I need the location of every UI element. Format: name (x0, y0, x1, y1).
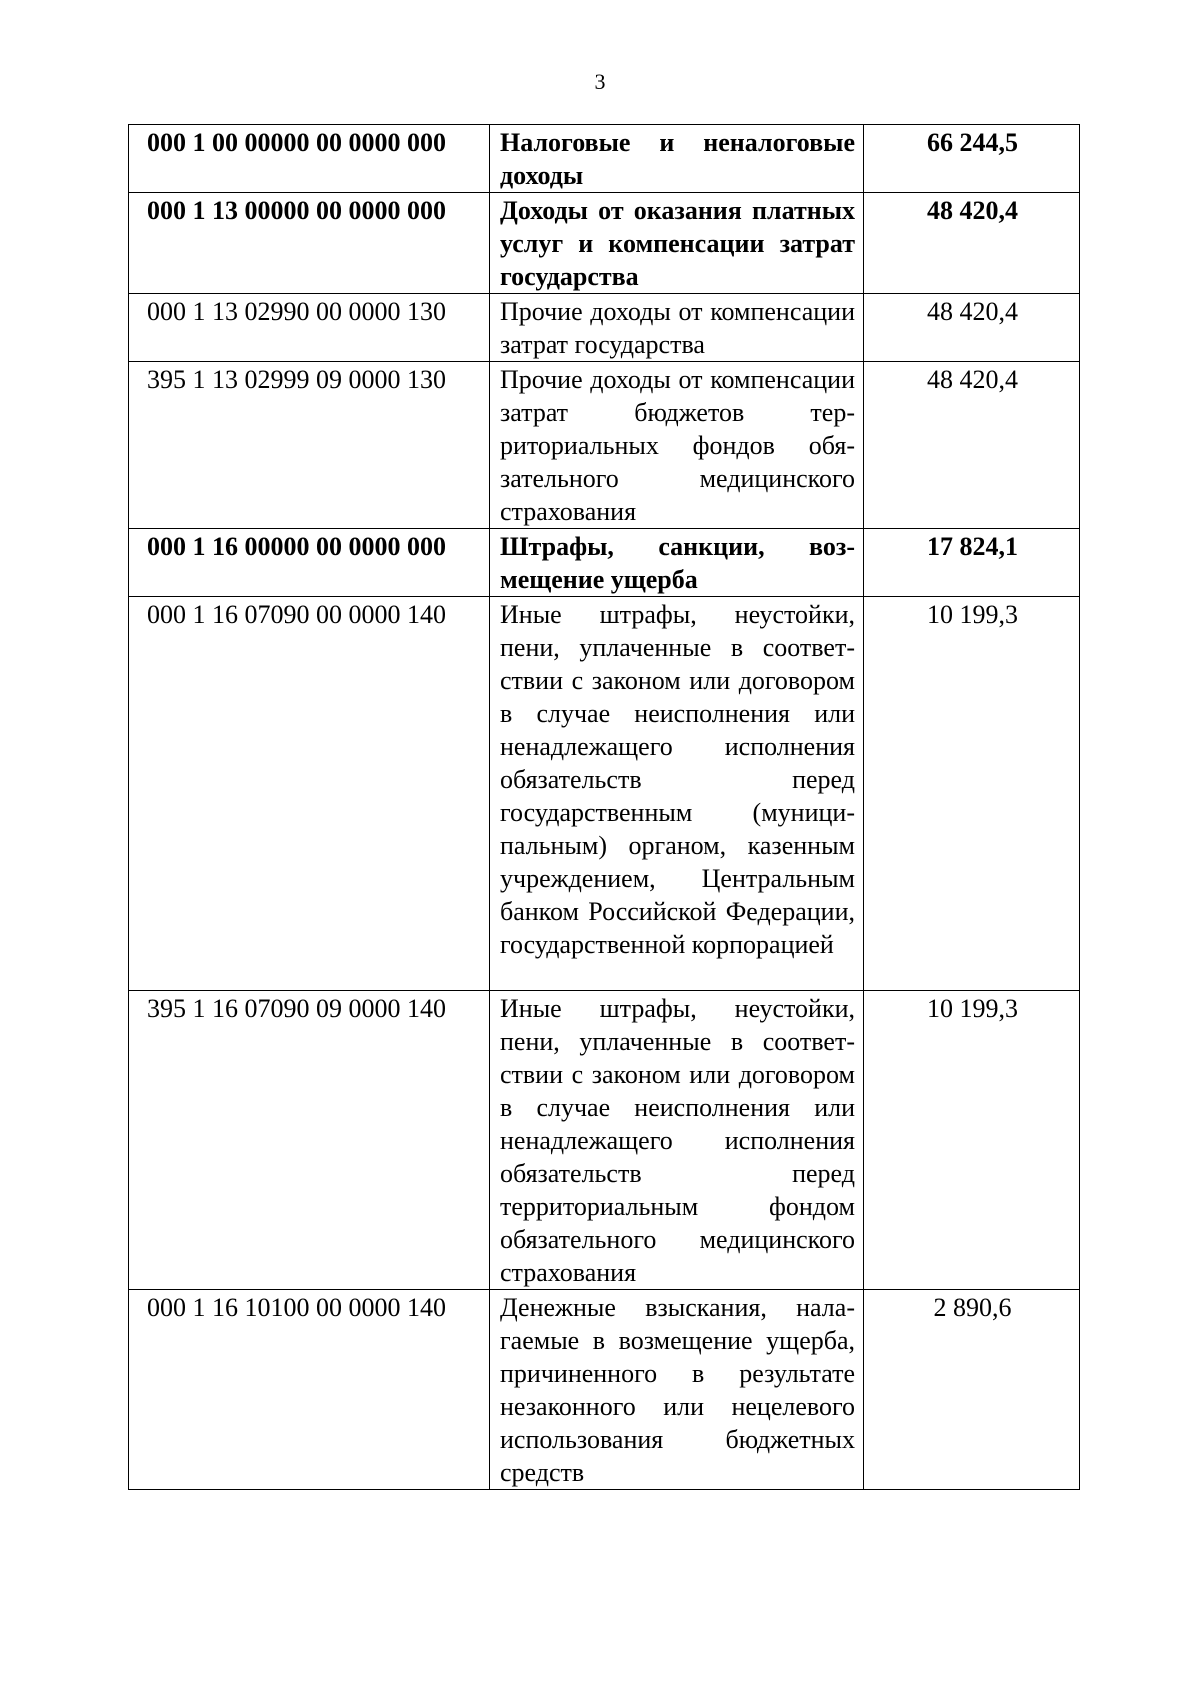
revenue-table-container (128, 124, 1080, 1490)
revenue-name: Прочие доходы от компенсации затрат государства (490, 294, 864, 362)
revenue-amount: 10 199,3 (864, 597, 1080, 991)
table-row (129, 991, 1080, 1290)
revenue-amount: 48 420,4 (864, 294, 1080, 362)
budget-classification-code: 395 1 13 02999 09 0000 130 (129, 362, 490, 529)
table-row (129, 294, 1080, 362)
budget-classification-code: 000 1 00 00000 00 0000 000 (129, 125, 490, 193)
revenue-amount: 48 420,4 (864, 362, 1080, 529)
revenue-name: Налоговые и неналоговые доходы (490, 125, 864, 193)
budget-classification-code: 000 1 16 10100 00 0000 140 (129, 1290, 490, 1490)
table-row (129, 125, 1080, 193)
table-row (129, 529, 1080, 597)
budget-classification-code: 000 1 16 00000 00 0000 000 (129, 529, 490, 597)
revenue-name: Иные штрафы, неустойки, пени, уплаченные в соответствии с законом или договором в случае неисполнения или ненадлежащего исполнения обязательств перед территориальным фондом обязательного медицинского страхования (490, 991, 864, 1290)
revenue-amount: 2 890,6 (864, 1290, 1080, 1490)
revenue-name: Денежные взыскания, налагаемые в возмещение ущерба, причиненного в результате незаконного или нецелевого использования бюджетных средств (490, 1290, 864, 1490)
budget-classification-code: 000 1 16 07090 00 0000 140 (129, 597, 490, 991)
budget-classification-code: 000 1 13 02990 00 0000 130 (129, 294, 490, 362)
revenue-amount: 66 244,5 (864, 125, 1080, 193)
table-row (129, 1290, 1080, 1490)
revenue-name: Иные штрафы, неустойки, пени, уплаченные в соответствии с законом или договором в случае неисполнения или ненадлежащего исполнения обязательств перед государственным (муниципальным) органом, казенным учреждением, Центральным банком Российской Федерации, государственной корпорацией (490, 597, 864, 991)
table-row (129, 193, 1080, 294)
revenue-name: Штрафы, санкции, возмещение ущерба (490, 529, 864, 597)
revenue-amount: 17 824,1 (864, 529, 1080, 597)
revenue-amount: 10 199,3 (864, 991, 1080, 1290)
revenue-name: Доходы от оказания платных услуг и компенсации затрат государства (490, 193, 864, 294)
budget-classification-code: 000 1 13 00000 00 0000 000 (129, 193, 490, 294)
table-row (129, 597, 1080, 991)
revenue-table (128, 124, 1080, 1490)
table-row (129, 362, 1080, 529)
page-number: 3 (594, 69, 606, 94)
revenue-amount: 48 420,4 (864, 193, 1080, 294)
revenue-name: Прочие доходы от компенсации затрат бюджетов территориальных фондов обязательного медицинского страхования (490, 362, 864, 529)
budget-classification-code: 395 1 16 07090 09 0000 140 (129, 991, 490, 1290)
